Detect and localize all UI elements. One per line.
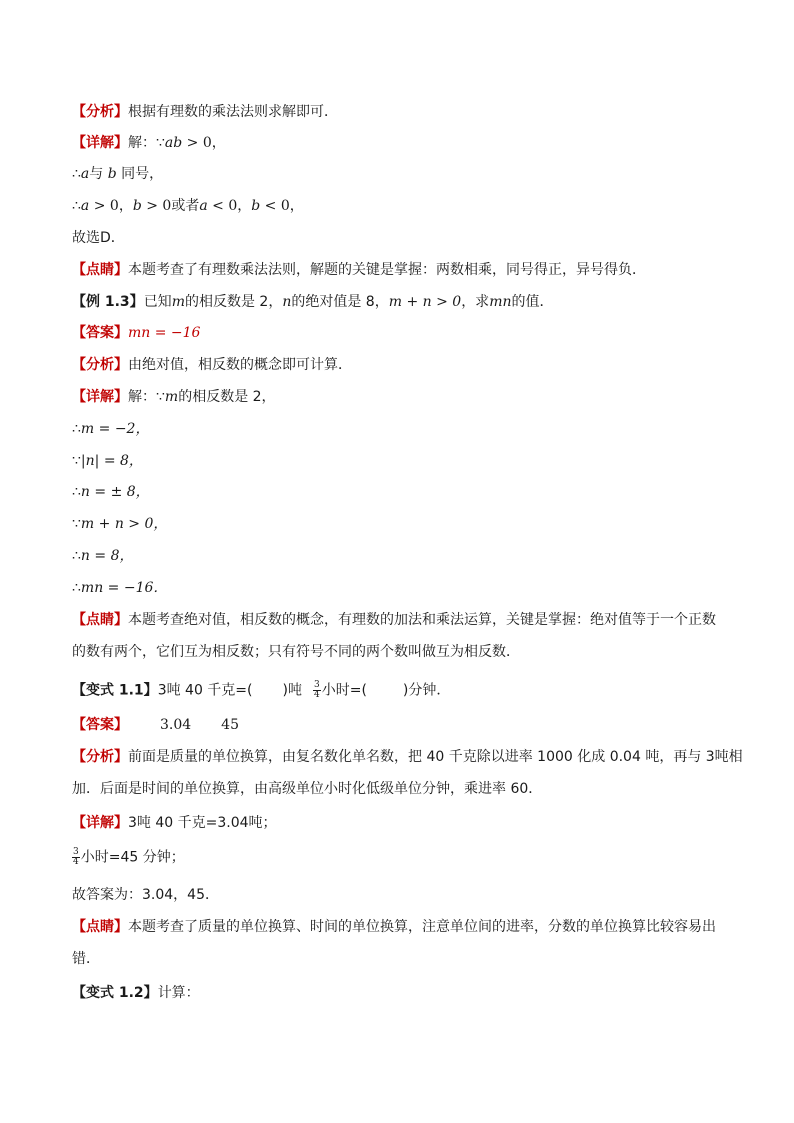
analysis-tag: 【分析】 [72,357,128,373]
detail-lead: 解： [128,135,156,151]
math-b-lt0: < 0， [260,198,304,214]
analysis-tag: 【分析】 [72,749,128,765]
analysis-text: 根据有理数的乘法法则求解即可． [128,104,338,120]
answer-line [72,324,200,342]
fraction-denominator: 4 [73,857,79,867]
analysis-text: 前面是质量的单位换算，由复名数化单名数，把 40 千克除以进率 1000 化成 0.04 吨，再与 3吨相 [128,749,743,765]
comment-line-2b: 的数有两个，它们互为相反数；只有符号不同的两个数叫做互为相反数． [72,644,520,660]
math-a: a [80,198,90,214]
math-condition: m + n > 0 [388,294,462,310]
therefore-symbol: ∴ [72,198,81,214]
variant-1-1-question [72,681,450,700]
analysis-tag: 【分析】 [72,104,128,120]
step-line [72,420,149,438]
answer-line [72,716,239,734]
question-part4: )分钟． [402,682,451,699]
or-word: 或者 [171,198,200,214]
because-symbol: ∵ [72,453,81,469]
comment-tag: 【点睛】 [72,919,128,935]
therefore-symbol: ∴ [72,166,81,182]
detail-line-1 [72,134,226,152]
fraction-three-quarters [72,848,80,867]
detail-tag: 【详解】 [72,135,128,151]
answer-tag: 【答案】 [72,717,128,733]
therefore-symbol: ∴ [72,580,81,596]
question-part3: 小时=( [321,682,367,699]
comment-text: 本题考查了质量的单位换算、时间的单位换算，注意单位间的进率，分数的单位换算比较容易出 [128,919,716,935]
step-line [72,579,167,597]
analysis-line-3b: 加．后面是时间的单位换算，由高级单位小时化低级单位分钟，乘进率 60． [72,781,543,797]
step-expr: n = 8， [80,548,134,564]
comment-line-3b: 错． [72,951,100,967]
same-sign-mid: 与 [89,166,108,182]
therefore-symbol: ∴ [72,484,81,500]
question-part2: )吨 [282,682,302,699]
comment-text: 本题考查了有理数乘法法则，解题的关键是掌握：两数相乘，同号得正，异号得负． [128,262,646,278]
step-expr: n = ± 8， [80,484,150,500]
variant-label: 【变式 1.1】 [72,682,158,699]
math-b: b [107,166,117,182]
math-ab: ab [164,135,183,151]
sign-cases-line [72,197,304,215]
math-n: n [282,294,292,310]
detail-text: 3吨 40 千克=3.04吨； [128,815,277,831]
math-a-lt0: < 0， [207,198,252,214]
same-sign-line [72,165,163,183]
fraction-numerator: 3 [313,680,320,690]
example-label: 【例 1.3】 [72,294,144,310]
detail-m-rest: 的相反数是 2， [178,389,276,405]
comment-line-1 [72,261,646,279]
variant-1-2-question [72,984,200,1002]
detail-tag: 【详解】 [72,389,128,405]
detail2-text: 小时=45 分钟； [80,849,185,866]
answer-expr: mn = −16 [128,325,201,341]
analysis-text: 由绝对值，相反数的概念即可计算． [128,357,352,373]
step-expr: mn = −16． [80,580,168,596]
math-m: m [164,389,179,405]
therefore-symbol: ∴ [72,548,81,564]
question-text-d: ，求 [461,294,490,310]
math-b: b [132,198,142,214]
step-expr: m + n > 0， [80,516,168,532]
variant-label: 【变式 1.2】 [72,985,158,1001]
math-a: a [199,198,208,214]
step-expr: |n| = 8， [80,453,143,469]
because-symbol: ∵ [156,135,165,151]
therefore-symbol: ∴ [72,421,81,437]
math-m: m [171,294,185,310]
math-b-gt0: > 0 [141,198,172,214]
because-symbol: ∵ [156,389,165,405]
question-text-c: 的绝对值是 8， [291,294,389,310]
math-a-gt0: > 0， [89,198,133,214]
analysis-line-1 [72,103,338,121]
answer-1: 3.04 [160,717,192,733]
question-part1: 3吨 40 千克=( [157,682,253,699]
same-sign-end: 同号， [116,166,164,182]
variant-text: 计算： [157,985,200,1001]
fraction-numerator: 3 [73,847,79,857]
comment-tag: 【点睛】 [72,612,128,628]
example-1-3-question [72,293,553,311]
conclusion-line: 故答案为：3.04，45． [72,887,219,903]
detail-line-3 [72,814,277,832]
comment-line-3 [72,918,716,936]
choose-line: 故选D． [72,230,125,246]
math-b: b [251,198,261,214]
step-line [72,515,167,533]
detail-line-3b [72,848,185,867]
comment-tag: 【点睛】 [72,262,128,278]
because-symbol: ∵ [72,516,81,532]
analysis-line-2 [72,356,352,374]
analysis-line-3 [72,748,743,766]
comment-text: 本题考查绝对值，相反数的概念，有理数的加法和乘法运算，关键是掌握：绝对值等于一个正数 [128,612,716,628]
question-text-a: 已知 [143,294,172,310]
step-line [72,547,133,565]
comment-line-2 [72,611,716,629]
step-expr: m = −2， [80,421,150,437]
question-text-b: 的相反数是 2， [184,294,283,310]
fraction-three-quarters [313,681,321,700]
question-text-e: 的值． [511,294,554,310]
detail-lead: 解： [128,389,156,405]
fraction-denominator: 4 [313,690,320,700]
detail-tag: 【详解】 [72,815,128,831]
math-gt0: > 0， [182,135,226,151]
step-line [72,452,143,470]
answer-tag: 【答案】 [72,325,128,341]
math-a: a [80,166,90,182]
detail-line-2 [72,388,276,406]
math-mn: mn [489,294,512,310]
answer-2: 45 [221,717,239,733]
step-line [72,483,150,501]
